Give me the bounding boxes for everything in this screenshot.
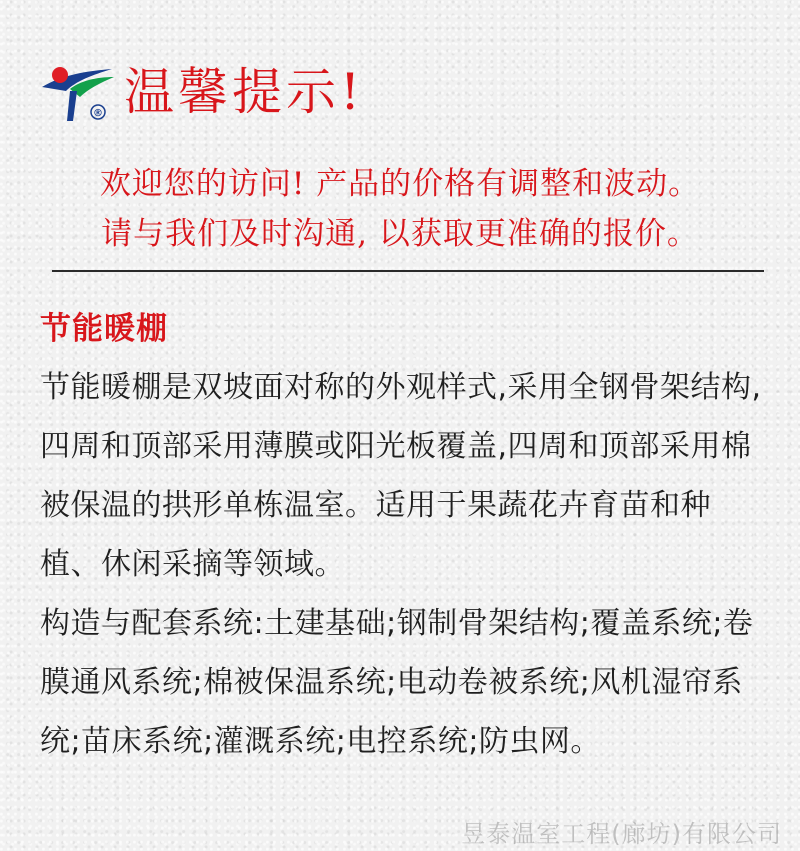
notice-line-2: 请与我们及时沟通, 以获取更准确的报价。 bbox=[101, 216, 699, 252]
notice-line-1: 欢迎您的访问! 产品的价格有调整和波动。 bbox=[99, 166, 701, 202]
registered-mark: ® bbox=[93, 108, 103, 119]
divider bbox=[52, 270, 764, 272]
notice-title: 温馨提示! bbox=[124, 63, 365, 121]
product-systems: 构造与配套系统:土建基础;钢制骨架结构;覆盖系统;卷膜通风系统;棉被保温系统;电动卷被系统;风机湿帘系统;苗床系统;灌溉系统;电控系统;防虫网。 bbox=[40, 606, 754, 759]
header bbox=[40, 56, 364, 128]
product-description: 节能暖棚是双坡面对称的外观样式,采用全钢骨架结构,四周和顶部采用薄膜或阳光板覆盖,四周和顶部采用棉被保温的拱形单栋温室。适用于果蔬花卉育苗和种植、休闲采摘等领域。 bbox=[40, 370, 762, 582]
company-logo-icon bbox=[40, 61, 116, 123]
company-watermark: 昱泰温室工程(廊坊)有限公司 bbox=[461, 820, 782, 848]
product-title: 节能暖棚 bbox=[40, 311, 168, 347]
